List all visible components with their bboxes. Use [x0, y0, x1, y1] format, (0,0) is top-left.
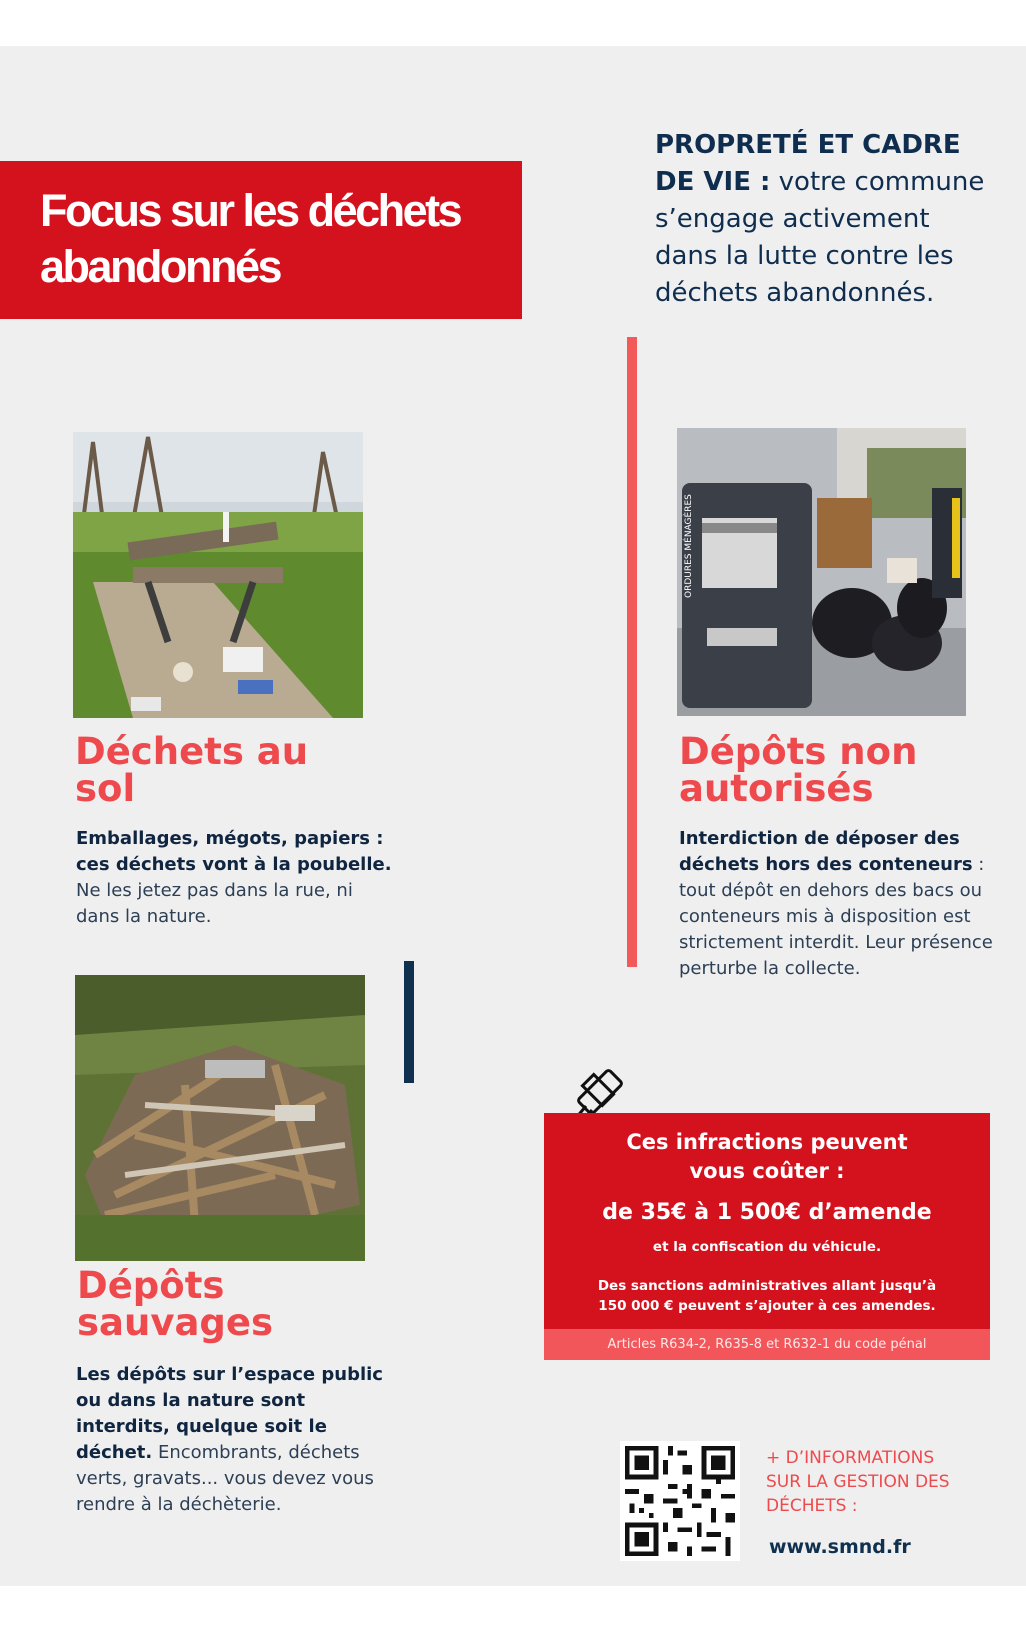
- section-body-depots-sauvages: [76, 1362, 391, 1518]
- section-title-dechets-au-sol: Déchets au sol: [75, 730, 309, 810]
- section-text: Encombrants, déchets verts, gravats... vous devez vous rendre à la déchèterie.: [76, 1442, 374, 1515]
- fine-confiscation: et la confiscation du véhicule.: [652, 1239, 882, 1255]
- qr-code[interactable]: [620, 1441, 740, 1561]
- container-label: ORDURES MÉNAGÈRES: [684, 494, 694, 598]
- section-text: : tout dépôt en dehors des bacs ou conteneurs mis à disposition est strictement interdit. Leur présence perturbe la collecte.: [679, 854, 993, 979]
- more-info-text: + D’INFORMATIONS SUR LA GESTION DES DÉCHETS :: [766, 1448, 950, 1516]
- fine-box: [544, 1113, 990, 1360]
- fine-amount: de 35€ à 1 500€ d’amende: [602, 1200, 932, 1225]
- fine-sanctions: Des sanctions administratives allant jusqu’à 150 000 € peuvent s’ajouter à ces amendes.: [597, 1278, 937, 1314]
- fine-articles: Articles R634-2, R635-8 et R632-1 du code pénal: [544, 1329, 990, 1360]
- page-title: Focus sur les déchets abandonnés: [40, 185, 461, 292]
- photo-container-bags: [677, 428, 966, 716]
- section-text: Ne les jetez pas dans la rue, ni dans la nature.: [76, 880, 353, 927]
- fine-intro: Ces infractions peuvent vous coûter :: [626, 1130, 908, 1183]
- section-title-depots-sauvages: Dépôts sauvages: [77, 1264, 274, 1344]
- divider-red: [627, 337, 637, 967]
- website-link[interactable]: www.smnd.fr: [769, 1536, 911, 1558]
- section-bold: Les dépôts sur l’espace public ou dans la nature sont interdits, quelque soit le déchet.: [76, 1364, 383, 1463]
- intro-rest: votre commune s’engage activement dans la lutte contre les déchets abandonnés.: [655, 167, 985, 308]
- poster: [0, 46, 1026, 1586]
- divider-navy: [404, 961, 414, 1083]
- photo-illegal-dump: [75, 975, 365, 1261]
- intro-bold: PROPRETÉ ET CADRE DE VIE :: [655, 130, 961, 197]
- intro-text: [655, 127, 1000, 312]
- section-body-dechets-au-sol: [76, 826, 396, 930]
- section-bold: Interdiction de déposer des déchets hors des conteneurs: [679, 828, 973, 875]
- title-banner: [0, 161, 522, 319]
- section-title-depots-non-autorises: Dépôts non autorisés: [679, 730, 918, 810]
- photo-litter-bench: [73, 432, 363, 718]
- section-bold: Emballages, mégots, papiers : ces déchets vont à la poubelle.: [76, 828, 392, 875]
- section-body-depots-non-autorises: [679, 826, 994, 982]
